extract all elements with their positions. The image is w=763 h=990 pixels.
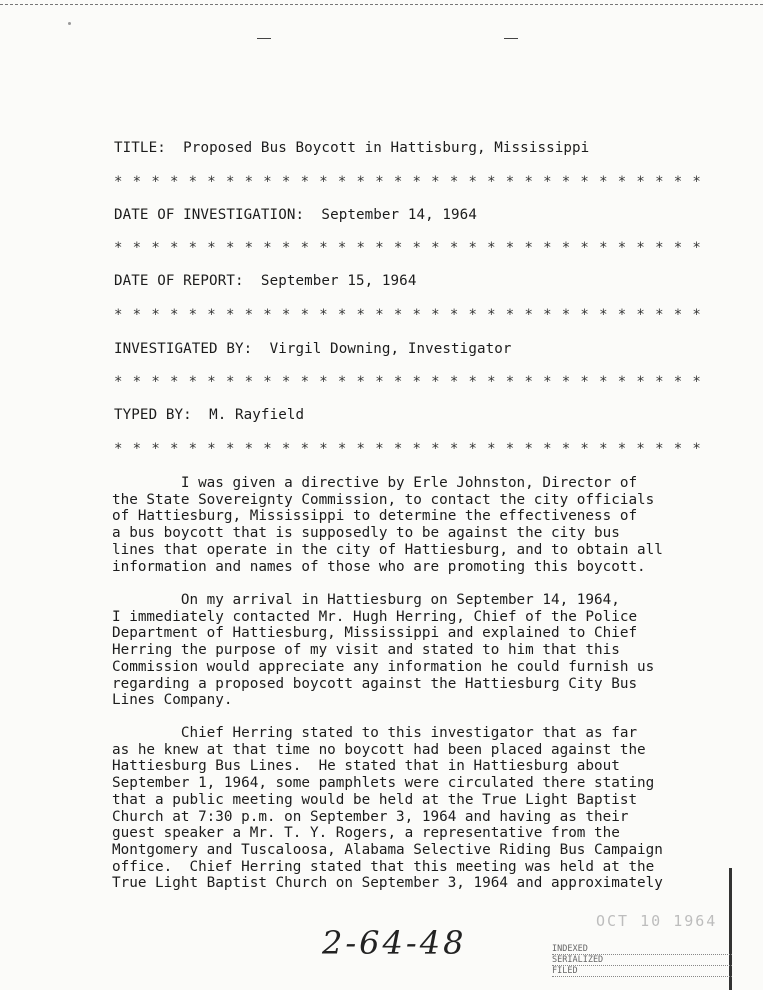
para2-line: On my arrival in Hattiesburg on September 14, 1964, <box>112 592 620 608</box>
paragraph-1 <box>112 475 702 575</box>
title-line <box>114 140 589 156</box>
para1-line: of Hattiesburg, Mississippi to determine the effectiveness of <box>112 508 638 525</box>
para3-line: guest speaker a Mr. T. Y. Rogers, a representative from the <box>112 825 620 842</box>
para2-line: regarding a proposed boycott against the Hattiesburg City Bus <box>112 675 638 692</box>
investigated-by-line <box>114 341 512 357</box>
separator-1: * * * * * * * * * * * * * * * * * * * * * * * * * * * * * * * * <box>114 174 702 190</box>
stamp-row-indexed: INDEXED <box>552 944 732 955</box>
para1-line: I was given a directive by Erle Johnston, Director of <box>112 475 638 491</box>
para2-line: I immediately contacted Mr. Hugh Herring, Chief of the Police <box>112 608 638 625</box>
typed-by-label: TYPED BY: <box>114 407 192 423</box>
para3-line: office. Chief Herring stated that this meeting was held at the <box>112 858 655 875</box>
date-report-label: DATE OF REPORT: <box>114 273 244 289</box>
para1-line: lines that operate in the city of Hattiesburg, and to obtain all <box>112 541 663 558</box>
para3-line: September 1, 1964, some pamphlets were circulated there stating <box>112 775 655 792</box>
title-label: TITLE: <box>114 140 166 156</box>
handwritten-file-number: 2-64-48 <box>322 924 467 962</box>
title-value: Proposed Bus Boycott in Hattisburg, Mississippi <box>183 140 590 156</box>
para2-line: Commission would appreciate any information he could furnish us <box>112 658 655 675</box>
separator-2: * * * * * * * * * * * * * * * * * * * * * * * * * * * * * * * * <box>114 240 702 256</box>
received-date-stamp: OCT 10 1964 <box>596 912 718 930</box>
para3-line: Hattiesburg Bus Lines. He stated that in Hattiesburg about <box>112 758 620 775</box>
top-edge-line <box>0 4 763 5</box>
para3-line: True Light Baptist Church on September 3, 1964 and approximately <box>112 875 663 892</box>
top-mark-right <box>504 38 518 39</box>
date-investigation-value: September 14, 1964 <box>321 207 477 223</box>
top-mark-left <box>257 38 271 39</box>
date-report-value: September 15, 1964 <box>260 273 417 289</box>
stamp-row-filed: FILED <box>552 966 732 977</box>
para1-line: the State Sovereignty Commission, to contact the city officials <box>112 491 655 508</box>
investigated-by-label: INVESTIGATED BY: <box>114 341 253 357</box>
para1-line: information and names of those who are promoting this boycott. <box>112 558 646 575</box>
typed-by-line <box>114 407 304 423</box>
typed-by-value: M. Rayfield <box>209 407 305 423</box>
para2-line: Herring the purpose of my visit and stated to him that this <box>112 642 620 659</box>
para3-line: Church at 7:30 p.m. on September 3, 1964 and having as their <box>112 808 629 825</box>
speck <box>68 22 71 25</box>
para1-line: a bus boycott that is supposedly to be against the city bus <box>112 525 620 542</box>
para3-line: Chief Herring stated to this investigator that as far <box>112 725 638 741</box>
separator-5: * * * * * * * * * * * * * * * * * * * * * * * * * * * * * * * * <box>114 441 702 457</box>
date-investigation-line <box>114 207 477 223</box>
para2-line: Lines Company. <box>112 692 233 709</box>
separator-3: * * * * * * * * * * * * * * * * * * * * * * * * * * * * * * * * <box>114 307 702 323</box>
para3-line: Montgomery and Tuscaloosa, Alabama Selective Riding Bus Campaign <box>112 841 663 858</box>
para3-line: that a public meeting would be held at the True Light Baptist <box>112 791 638 808</box>
date-investigation-label: DATE OF INVESTIGATION: <box>114 207 305 223</box>
para2-line: Department of Hattiesburg, Mississippi and explained to Chief <box>112 625 638 642</box>
stamp-row-serialized: SERIALIZED <box>552 955 732 966</box>
date-report-line <box>114 273 416 289</box>
investigated-by-value: Virgil Downing, Investigator <box>269 341 512 357</box>
separator-4: * * * * * * * * * * * * * * * * * * * * * * * * * * * * * * * * <box>114 374 702 390</box>
paragraph-3 <box>112 725 702 892</box>
para3-line: as he knew at that time no boycott had been placed against the <box>112 741 646 758</box>
filing-stamp <box>552 944 732 977</box>
paragraph-2 <box>112 592 702 709</box>
